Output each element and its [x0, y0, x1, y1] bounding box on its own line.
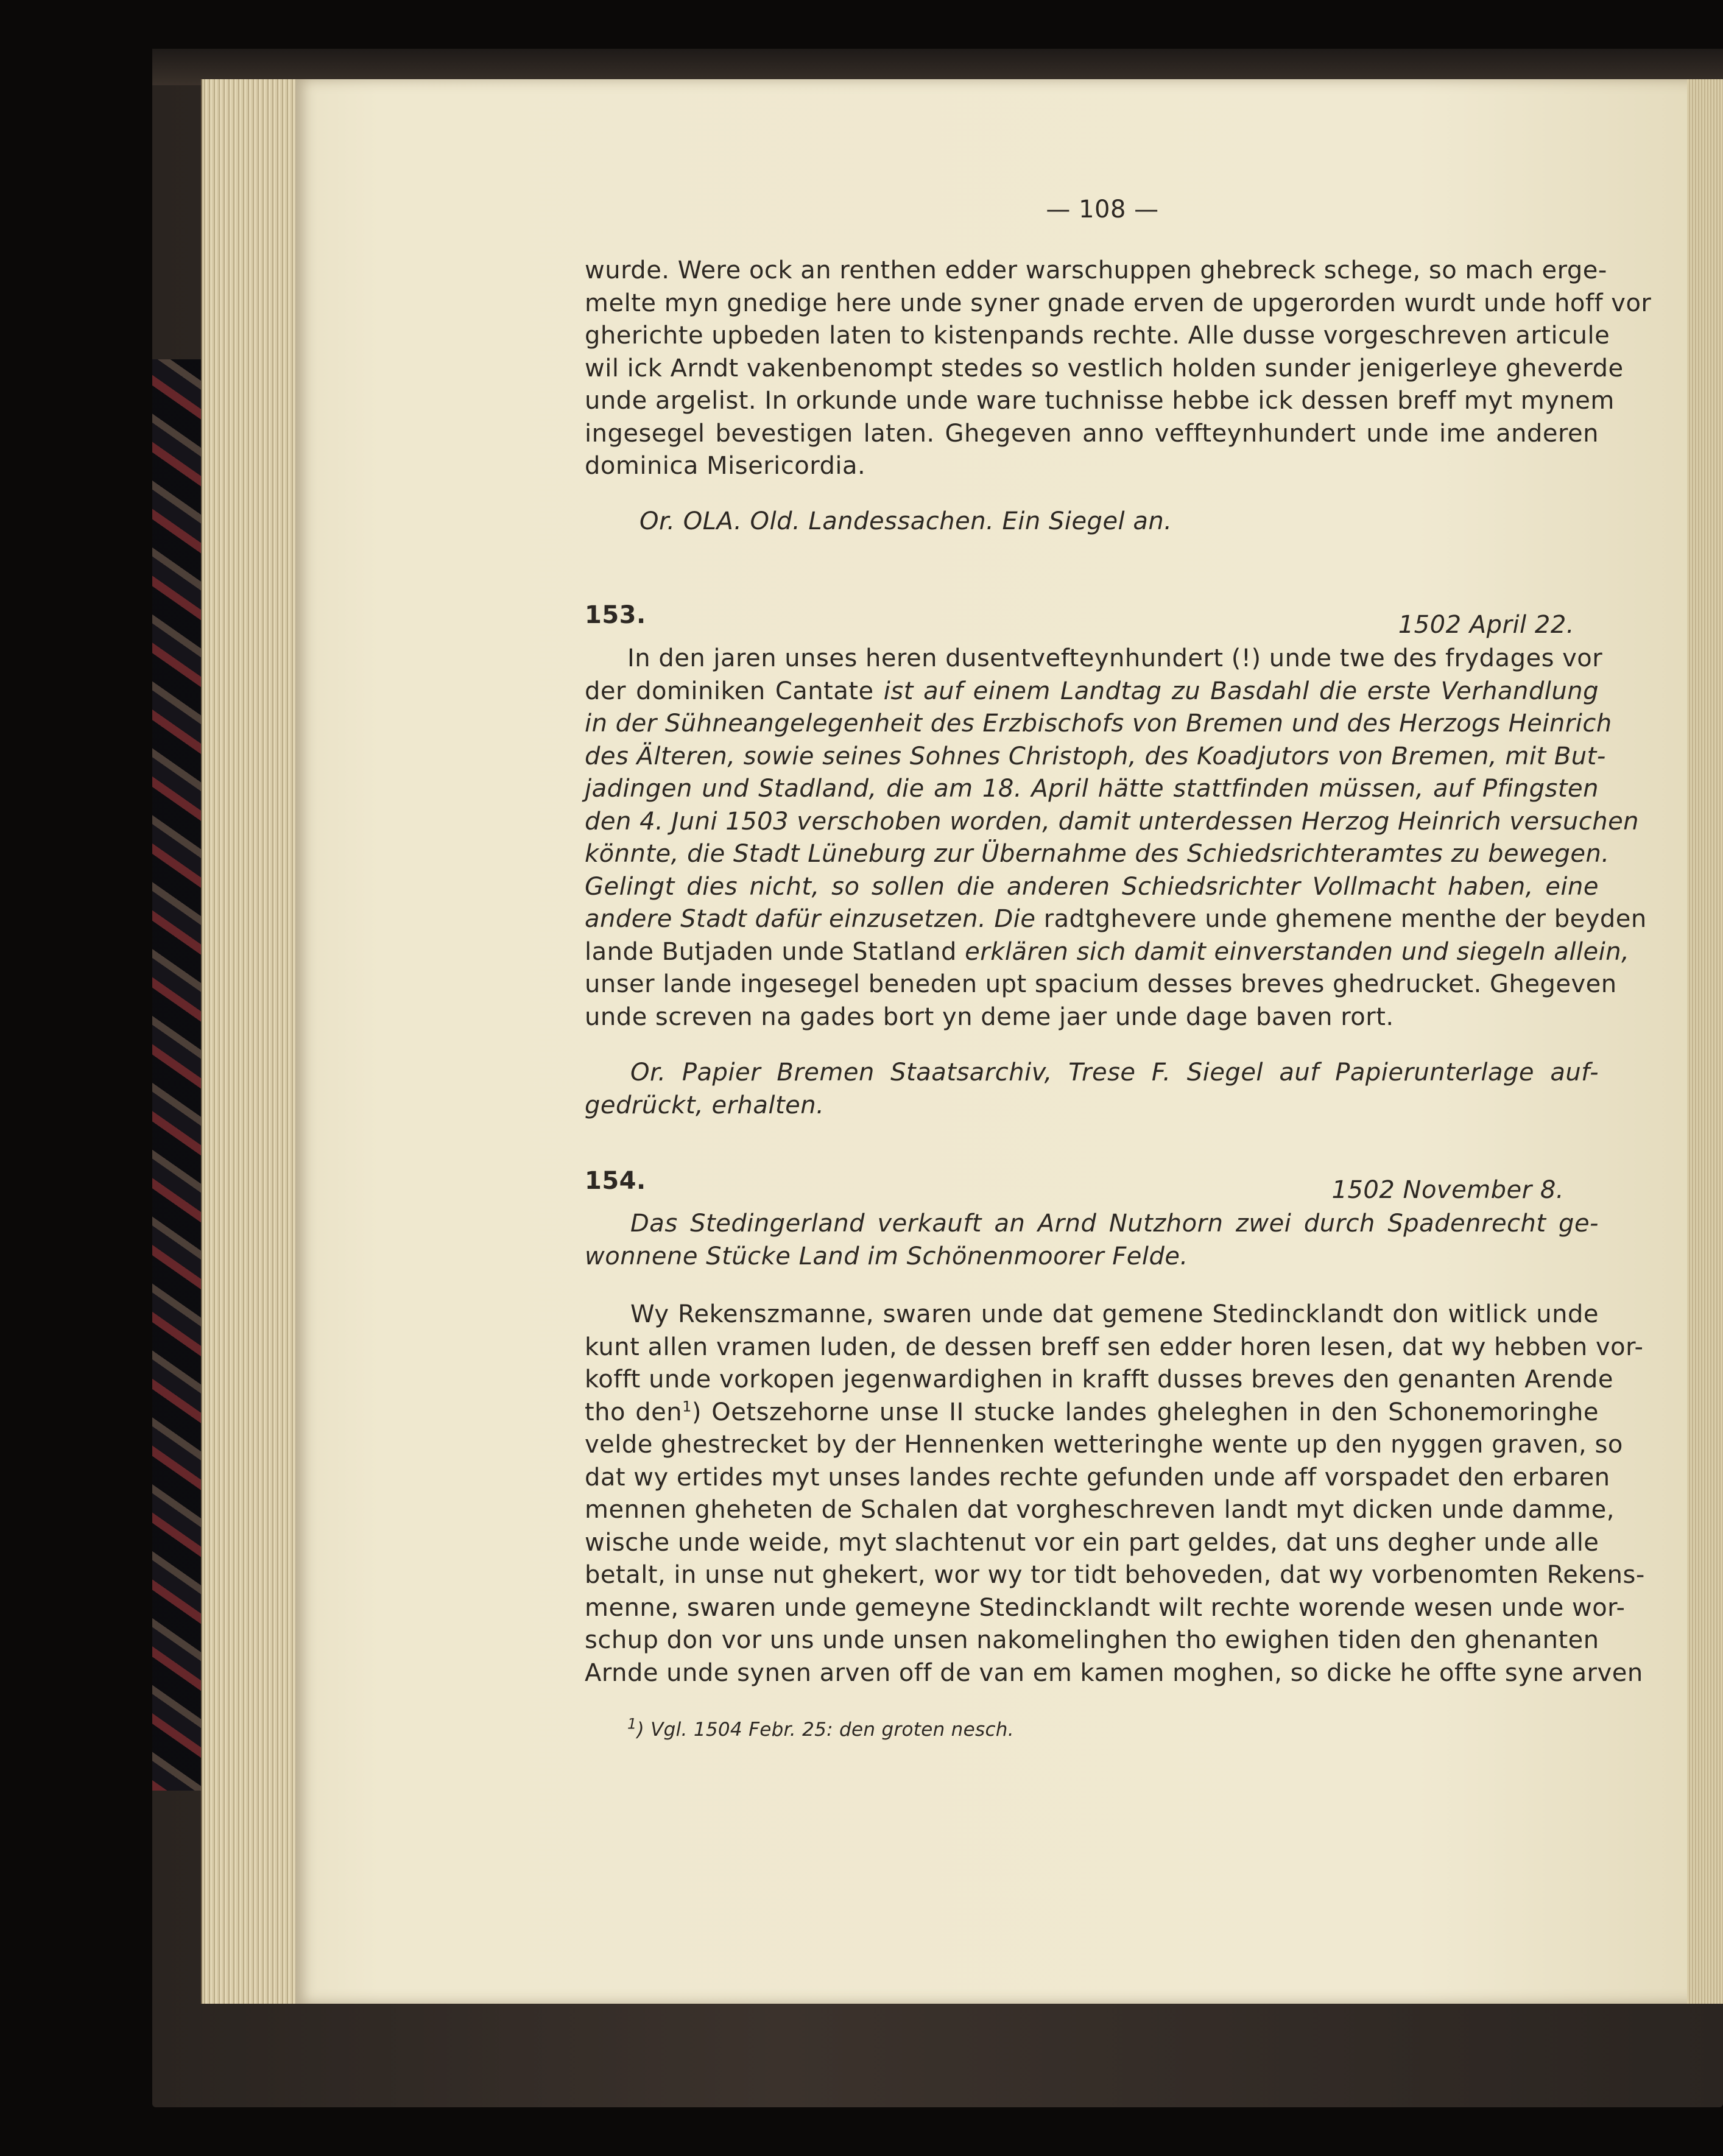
text-segment: ) Oetszehorne unse II stucke landes gheleghen in den Schonemoringhe: [691, 1398, 1599, 1426]
footnote: [627, 1714, 1014, 1747]
doc-154-line: menne, swaren unde gemeyne Stedincklandt wilt rechte worende wesen unde wor-: [585, 1593, 1626, 1622]
text-segment: unde screven na gades bort yn deme jaer unde dage baven rort.: [585, 1002, 1394, 1031]
doc-154-line: kunt allen vramen luden, de dessen breff sen edder horen lesen, dat wy hebben vor-: [585, 1333, 1644, 1361]
text-segment: lande Butjaden unde Statland: [585, 937, 965, 966]
doc-154-line: schup don vor uns unde unsen nakomelinghen tho ewighen tiden den ghenanten: [585, 1626, 1599, 1654]
text-segment: der dominiken Cantate: [585, 677, 884, 705]
doc-154-line: Arnde unde synen arven off de van em kamen moghen, so dicke he offte syne arven: [585, 1658, 1643, 1687]
italic-segment: Gelingt dies nicht, so sollen die anderen Schiedsrichter Vollmacht haben, eine: [585, 872, 1599, 901]
doc-154-line: kofft unde vorkopen jegenwardighen in krafft dusses breves den genanten Arende: [585, 1365, 1613, 1393]
doc-153-line: [585, 871, 1599, 904]
text-segment: tho den: [585, 1398, 683, 1426]
text-segment: radtghevere unde ghemene menthe der beyden: [1043, 905, 1647, 933]
doc-153-line: [585, 838, 1610, 871]
doc-153-line: [585, 806, 1640, 839]
intro-line: wurde. Were ock an renthen edder warschuppen ghebreck schege, so mach erge-: [585, 256, 1607, 284]
doc-154-line: betalt, in unse nut ghekert, wor wy tor tidt behoveden, dat wy vorbenomten Rekens-: [585, 1561, 1645, 1589]
intro-line: wil ick Arndt vakenbenompt stedes so vestlich holden sunder jenigerleye gheverde: [585, 354, 1624, 382]
doc-154-line: wische unde weide, myt slachtenut vor ein part geldes, dat uns degher unde alle: [585, 1528, 1599, 1557]
footnote-ref: 1: [682, 1398, 692, 1415]
marbled-endpaper: [152, 359, 207, 1791]
doc-153-line: [585, 968, 1617, 1001]
doc-153-source-line: gedrückt, erhalten.: [585, 1091, 825, 1119]
doc-153-line: [585, 903, 1647, 936]
intro-line: unde argelist. In orkunde unde ware tuchnisse hebbe ick dessen breff myt mynem: [585, 387, 1615, 415]
doc-153-line: [585, 773, 1599, 806]
italic-segment: ist auf einem Landtag zu Basdahl die erste Verhandlung: [883, 677, 1599, 705]
italic-segment: des Älteren, sowie seines Sohnes Christoph, des Koadjutors von Bremen, mit But-: [585, 742, 1606, 770]
page-edges-left: [201, 79, 300, 2004]
doc-153-line: [627, 643, 1603, 675]
italic-segment: jadingen und Stadland, die am 18. April hätte stattfinden müssen, auf Pfingsten: [585, 775, 1599, 803]
italic-segment: könnte, die Stadt Lüneburg zur Übernahme des Schiedsrichteramtes zu bewegen.: [585, 840, 1610, 868]
doc-154-line: Wy Rekenszmanne, swaren unde dat gemene Stedincklandt don witlick unde: [630, 1300, 1599, 1328]
doc-153-line: [585, 1001, 1599, 1034]
doc-153-line: [585, 675, 1599, 708]
doc-153-line: [585, 936, 1630, 969]
italic-segment: den 4. Juni 1503 verschoben worden, damit unterdessen Herzog Heinrich versuchen: [585, 807, 1640, 836]
doc-154-number: 154.: [585, 1167, 646, 1195]
italic-segment: andere Stadt dafür einzusetzen. Die: [585, 905, 1044, 933]
footnote-text: ) Vgl. 1504 Febr. 25: den groten nesch.: [636, 1719, 1014, 1741]
intro-line: gherichte upbeden laten to kistenpands rechte. Alle dusse vorgeschreven articule: [585, 322, 1610, 350]
doc-153-number: 153.: [585, 601, 646, 629]
doc-154-date: 1502 November 8.: [1331, 1176, 1564, 1204]
doc-154-line: [585, 1397, 1599, 1429]
intro-line: dominica Misericordia.: [585, 452, 866, 480]
doc-154-line: mennen gheheten de Schalen dat vorgheschreven landt myt dicken unde damme,: [585, 1496, 1615, 1524]
page-number: — 108 —: [1046, 196, 1159, 224]
doc-153-date: 1502 April 22.: [1398, 611, 1574, 639]
text-segment: unser lande ingesegel beneden upt spacium desses breves ghedrucket. Ghegeven: [585, 970, 1617, 998]
footnote-marker: 1: [627, 1715, 637, 1733]
doc-153-line: [585, 708, 1612, 741]
doc-154-summary-line: Das Stedingerland verkauft an Arnd Nutzhorn zwei durch Spadenrecht ge-: [630, 1210, 1599, 1238]
text-segment: In den jaren unses heren dusentvefteynhundert (!) unde twe des frydages vor: [627, 644, 1603, 672]
doc-154-line: velde ghestrecket by der Hennenken wetteringhe wente up den nyggen graven, so: [585, 1431, 1623, 1459]
doc-153-line: [585, 741, 1606, 773]
italic-segment: in der Sühneangelegenheit des Erzbischofs von Bremen und des Herzogs Heinrich: [585, 710, 1612, 738]
doc-154-summary-line: wonnene Stücke Land im Schönenmoorer Felde.: [585, 1242, 1188, 1270]
doc-154-line: dat wy ertides myt unses landes rechte gefunden unde aff vorspadet den erbaren: [585, 1463, 1610, 1492]
intro-line: melte myn gnedige here unde syner gnade erven de upgerorden wurdt unde hoff vor: [585, 289, 1652, 317]
page-edges-right: [1687, 79, 1723, 2004]
italic-segment: erklären sich damit einverstanden und siegeln allein,: [965, 937, 1630, 966]
intro-source-note: Or. OLA. Old. Landessachen. Ein Siegel an.: [640, 507, 1172, 535]
intro-line: ingesegel bevestigen laten. Ghegeven anno veffteynhundert unde ime anderen: [585, 419, 1599, 448]
doc-153-source-line: Or. Papier Bremen Staatsarchiv, Trese F. Siegel auf Papierunterlage auf-: [630, 1059, 1599, 1087]
